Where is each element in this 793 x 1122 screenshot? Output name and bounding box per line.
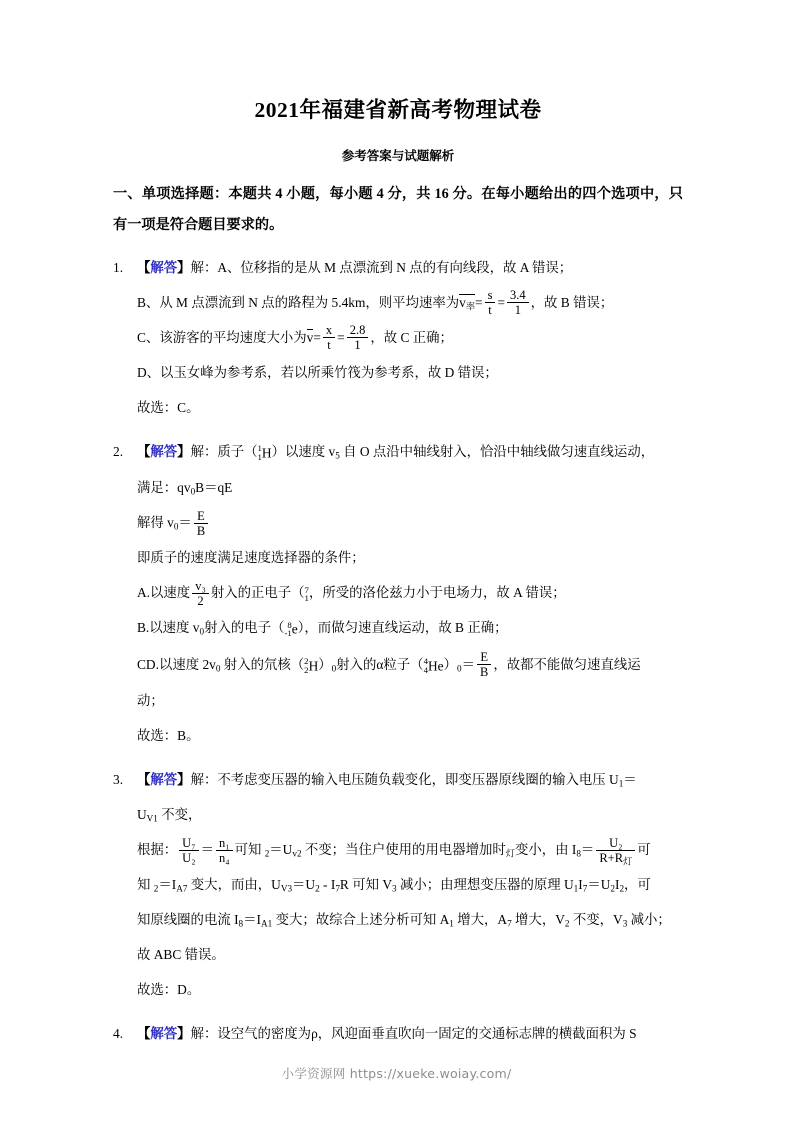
answer-block-4: [113, 1016, 683, 1051]
answer-2-line-3: [113, 505, 683, 540]
nuclide-atomic-number: 2: [304, 664, 309, 675]
question-number-3: 3.: [113, 772, 124, 788]
answer-3-l4-eq2: ＝U: [292, 877, 316, 893]
answer-3-line-1: [113, 762, 683, 797]
answer-3-l5-eq1: ＝I: [243, 912, 261, 928]
nuclide-positron: [305, 586, 309, 604]
answer-3-choice: 故选：D。: [137, 982, 201, 998]
fraction-denominator: 1: [514, 303, 521, 318]
nuclide-symbol: e: [291, 621, 298, 637]
answer-tag-open-1: 【: [137, 260, 151, 275]
nuclide-deuteron: [304, 657, 308, 675]
answer-3-l3-eq3: ＝: [580, 842, 595, 858]
answer-1-c-var: v: [306, 330, 314, 345]
nuclide-atomic-number: 1: [304, 593, 309, 604]
answer-1-b-eq1: =: [475, 295, 483, 310]
fraction-numerator: s: [485, 288, 496, 303]
answer-4-l1-pre: 设空气的密度为ρ，风迎面垂直吹向一固定的交通标志牌的横截面积为 S: [217, 1026, 637, 1042]
nuclide-mass-number: 4: [423, 655, 428, 666]
fraction-denominator: B: [479, 665, 489, 680]
answer-3-l5-mid1: 变大；故综合上述分析可知 A: [272, 912, 450, 928]
fraction-n1-over-n4: [216, 836, 233, 865]
answer-2-l6-post: ），而做匀速直线运动，故 B 正确；: [297, 620, 508, 636]
answer-1-line-lead: [113, 250, 683, 285]
answer-tag-label-1: 解答: [150, 260, 178, 275]
question-number-1: 1.: [113, 260, 124, 275]
answer-3-l4-sub10: 2: [619, 883, 625, 894]
answer-tag-label-4: 解答: [150, 1026, 178, 1042]
fraction-denominator: B: [196, 523, 206, 538]
answer-3-l4-sub6: 3: [392, 883, 397, 894]
answer-2-line-4: 即质子的速度满足速度选择器的条件；: [137, 550, 365, 566]
answer-2-l7-post: ，故都不能做匀速直线运: [493, 656, 641, 672]
answer-tag-open-3: 【: [137, 772, 151, 788]
fraction-denominator: [596, 851, 635, 865]
answer-3-l5-sub2: A1: [261, 918, 273, 929]
answer-2-l7-mid2: ）: [318, 656, 332, 672]
answer-3-l5-mid4: 不变，V: [569, 912, 623, 928]
fraction-U7-over-U2: [179, 836, 198, 865]
answer-2-l1-vsub: 5: [335, 450, 340, 461]
nuclide-mass-number: 7: [304, 584, 309, 595]
answer-2-line-2: [113, 470, 683, 505]
answer-2-l6-sub: 0: [199, 626, 205, 637]
answer-3-l4-mid1: 变大，而由，U: [187, 877, 281, 893]
fraction-denominator: t: [488, 303, 492, 318]
answer-2-l7-mid3: 射入的α粒子（: [336, 656, 424, 672]
answer-2-l1-pre: 质子（: [217, 444, 258, 459]
answer-2-l7-eq: ＝: [461, 656, 475, 672]
nuclide-atomic-number: 4: [423, 664, 428, 675]
answer-2-line-6: [113, 610, 683, 646]
answer-3-l3-mid2: 不变；当住户使用的用电器增加时: [301, 842, 506, 858]
answer-3-l3-eq1: ＝: [200, 842, 214, 858]
fraction-U2-over-R-plus-Rlamp: [596, 836, 635, 865]
answer-tag-open-4: 【: [137, 1026, 151, 1042]
answer-2-l7-sub1: 0: [331, 663, 337, 674]
answer-3-l4-sub4: 2: [315, 883, 320, 894]
answer-3-l4-sub2: A7: [176, 883, 188, 894]
answer-1-b-var: v: [459, 295, 466, 310]
average-speed-symbol: [459, 294, 475, 310]
answer-tag-close-1: 】: [177, 260, 191, 275]
answer-3-l4-mid3: R 可知 V: [339, 877, 393, 893]
denominator-main: R+R: [599, 850, 624, 865]
answer-2-l2: 满足：qv: [137, 480, 191, 496]
answer-3-l5-sub1: 8: [238, 918, 244, 929]
answer-2-line-7: [113, 647, 683, 683]
answer-2-l3-eq: ＝: [178, 515, 192, 531]
answer-1-c-eq2: =: [337, 330, 345, 345]
answer-3-l5-sub3: 1: [449, 918, 454, 929]
fraction-E-over-B: [194, 509, 208, 538]
answer-1-line-c: [113, 320, 683, 355]
answer-3-l3-post: 可: [637, 842, 651, 858]
question-number-2: 2.: [113, 444, 124, 459]
answer-3-l3-sub3: 灯: [505, 848, 515, 859]
fraction-numerator: n₁: [216, 836, 233, 851]
answer-block-1: [113, 250, 683, 425]
answer-3-l1-eq: ＝: [623, 772, 637, 788]
answer-block-3: [113, 762, 683, 1007]
answer-tag-close-2: 】: [177, 444, 191, 459]
answer-2-l2-sub: 0: [190, 486, 196, 497]
answer-3-l1-sub: 1: [618, 778, 624, 789]
answer-3-l5-mid2: 增大，A: [453, 912, 508, 928]
answer-3-l5-sub6: 3: [622, 918, 628, 929]
question-number-4: 4.: [113, 1026, 124, 1042]
answer-3-l3-mid1: 可知: [234, 842, 265, 858]
fraction-numerator: E: [194, 509, 208, 524]
answer-2-l5-pre: A.以速度: [137, 585, 191, 601]
answer-2-line-5: [113, 575, 683, 610]
answer-tag-open-2: 【: [137, 444, 151, 459]
answer-2-l7-pre: CD.以速度 2v: [137, 656, 216, 672]
answer-3-l4-mid4: 减小；由理想变压器的原理 U: [396, 877, 574, 893]
nuclide-proton: [258, 444, 262, 462]
answer-3-l4-sub3: V3: [280, 883, 293, 894]
nuclide-mass-number: 8: [287, 619, 292, 630]
answer-1-c-eq1: =: [313, 330, 321, 345]
answer-2-l1-post: 自 O 点沿中轴线射入，恰沿中轴线做匀速直线运动，: [339, 444, 655, 459]
fraction-denominator: 1: [354, 338, 361, 353]
answer-3-l3-eq2: ＝U: [269, 842, 293, 858]
answer-3-l4-mid5: I: [578, 877, 583, 893]
answer-3-l2-post: 不变，: [157, 807, 202, 823]
answer-1-c-post: ，故 C 正确；: [370, 330, 453, 345]
answer-2-line-1: [113, 434, 683, 470]
answer-3-l4-sub5: 7: [335, 883, 340, 894]
answer-3-l3-mid3: 变小，由 I: [514, 842, 577, 858]
answer-1-c-pre: C、该游客的平均速度大小为: [137, 330, 307, 345]
answer-1-b-eq2: =: [497, 295, 506, 310]
answer-1-line-d: D、以玉女峰为参考系，若以所乘竹筏为参考系，故 D 错误；: [137, 365, 498, 380]
answer-1-b-post: ，故 B 错误；: [530, 295, 614, 310]
answer-prefix-2: 解：: [190, 444, 218, 459]
answer-1-text-a: A、位移指的是从 M 点漂流到 N 点的有向线段，故 A 错误；: [217, 260, 573, 275]
answer-3-l4-post: ，可: [624, 877, 651, 893]
answer-3-l4-eq1: ＝I: [158, 877, 177, 893]
answer-2-l7-mid1: 射入的氘核（: [220, 656, 305, 672]
answer-3-l3-pre: 根据：: [137, 842, 178, 858]
answer-3-line-4: [113, 867, 683, 902]
answer-2-l7-mid4: ）: [443, 656, 457, 672]
answer-3-line-2: [113, 797, 683, 832]
answer-tag-close-4: 】: [177, 1026, 191, 1042]
answer-2-l5-mid: 射入的正电子（: [210, 585, 305, 601]
answer-3-l5-post: 减小；: [627, 912, 671, 928]
answer-3-l4-mid6: I: [614, 877, 620, 893]
fraction-v3-over-2: [192, 579, 209, 608]
nuclide-symbol: H: [308, 658, 319, 674]
answer-3-l4-sub8: 7: [582, 883, 588, 894]
answer-3-l4-pre: 知: [137, 877, 154, 893]
fraction-denominator: U₂: [182, 850, 196, 865]
answer-3-l1-pre: 不考虑变压器的输入电压随负载变化，即变压器原线圈的输入电压 U: [217, 772, 619, 788]
answer-1-choice: 故选：C。: [137, 400, 200, 415]
answer-2-line-8: 动；: [137, 693, 164, 709]
nuclide-atomic-number: -1: [284, 628, 292, 639]
footer-watermark: [0, 1063, 793, 1082]
answer-2-l3-pre: 解得 v: [137, 515, 174, 531]
denominator-sub: 灯: [623, 856, 633, 867]
answer-2-l1-mid: ）以速度 v: [271, 444, 336, 459]
answer-3-l4-sub9: 2: [610, 883, 615, 894]
answer-prefix-1: 解：: [190, 260, 218, 275]
answer-3-l3-sub2: v2: [292, 848, 302, 859]
fraction-denominator: 2: [197, 593, 204, 608]
fraction-2p8-over-1: [347, 323, 369, 352]
answer-3-l5-sub5: 2: [564, 918, 570, 929]
page-title: 2021年福建省新高考物理试卷: [254, 98, 542, 122]
fraction-s-over-t: [485, 288, 496, 317]
nuclide-mass-number: 1: [257, 443, 262, 454]
answer-tag-label-3: 解答: [150, 772, 178, 788]
answer-3-l3-sub1: 2: [264, 848, 270, 859]
answer-2-l6-mid: 射入的电子（: [204, 620, 285, 636]
answer-block-2: [113, 434, 683, 753]
answer-prefix-3: 解：: [190, 772, 218, 788]
answer-2-l5-post: ，所受的洛伦兹力小于电场力，故 A 错误；: [308, 585, 566, 601]
fraction-E-over-B-2: [477, 650, 491, 679]
answer-2-choice: 故选：B。: [137, 728, 200, 744]
footer-site-name: 小学资源网: [281, 1066, 346, 1081]
answer-2-l7-sub2: 0: [457, 663, 462, 674]
answer-1-b-pre: B、从 M 点漂流到 N 点的路程为 5.4km，则平均速率为: [137, 295, 460, 310]
nuclide-alpha: [424, 657, 428, 675]
answer-3-l4-sub7: 1: [573, 883, 579, 894]
answer-3-l5-mid3: 增大，V: [511, 912, 565, 928]
answer-tag-close-3: 】: [177, 772, 191, 788]
answer-3-l2-pre: U: [137, 807, 147, 823]
answer-3-line-5: [113, 902, 683, 937]
fraction-numerator: U₇: [179, 836, 198, 851]
answer-2-l7-sub0: 0: [215, 663, 221, 674]
answer-1-b-sub: 率: [465, 301, 476, 312]
answer-3-l4-eq3: ＝U: [587, 877, 611, 893]
answer-2-l3-sub: 0: [173, 521, 179, 532]
nuclide-symbol: H: [261, 445, 272, 461]
fraction-numerator: E: [477, 650, 491, 665]
fraction-numerator: 3.4: [507, 288, 529, 303]
fraction-x-over-t: [323, 323, 335, 352]
answer-3-l2-sub: V1: [146, 813, 158, 824]
answer-3-l4-sub1: 2: [153, 883, 159, 894]
answer-1-line-b: [113, 285, 683, 320]
nuclide-mass-number: 2: [304, 655, 309, 666]
nuclide-symbol: He: [427, 658, 444, 674]
answer-prefix-4: 解：: [190, 1026, 218, 1042]
answer-3-l5-pre: 知原线圈的电流 I: [137, 912, 239, 928]
answer-3-line-6: 故 ABC 错误。: [137, 947, 225, 963]
section-heading: 一、单项选择题：本题共 4 小题，每小题 4 分，共 16 分。在每小题给出的四个选项中，只有一项是符合题目要求的。: [113, 186, 683, 233]
answer-3-l3-sub4: 8: [576, 848, 581, 859]
answer-2-l2-post: B＝qE: [195, 480, 233, 496]
fraction-numerator: U₂: [596, 836, 635, 851]
fraction-numerator: x: [323, 323, 335, 338]
fraction-denominator: n₄: [218, 850, 230, 865]
nuclide-electron: [284, 621, 291, 639]
fraction-3p4-over-1: [507, 288, 529, 317]
answer-3-l5-sub4: 7: [507, 918, 512, 929]
answer-2-l6-pre: B.以速度 v: [137, 620, 200, 636]
answer-4-line-1: [113, 1016, 683, 1051]
answer-3-l4-mid2: - I: [319, 877, 336, 893]
footer-url: https://xueke.woiay.com/: [349, 1066, 512, 1081]
page-subtitle: 参考答案与试题解析: [341, 149, 455, 163]
nuclide-atomic-number: 1: [257, 451, 262, 462]
answer-3-line-3: [113, 832, 683, 867]
document-content: [113, 95, 683, 1051]
fraction-numerator: v₃: [192, 579, 209, 594]
fraction-numerator: 2.8: [347, 323, 369, 338]
answer-tag-label-2: 解答: [150, 444, 178, 459]
fraction-denominator: t: [327, 338, 331, 353]
